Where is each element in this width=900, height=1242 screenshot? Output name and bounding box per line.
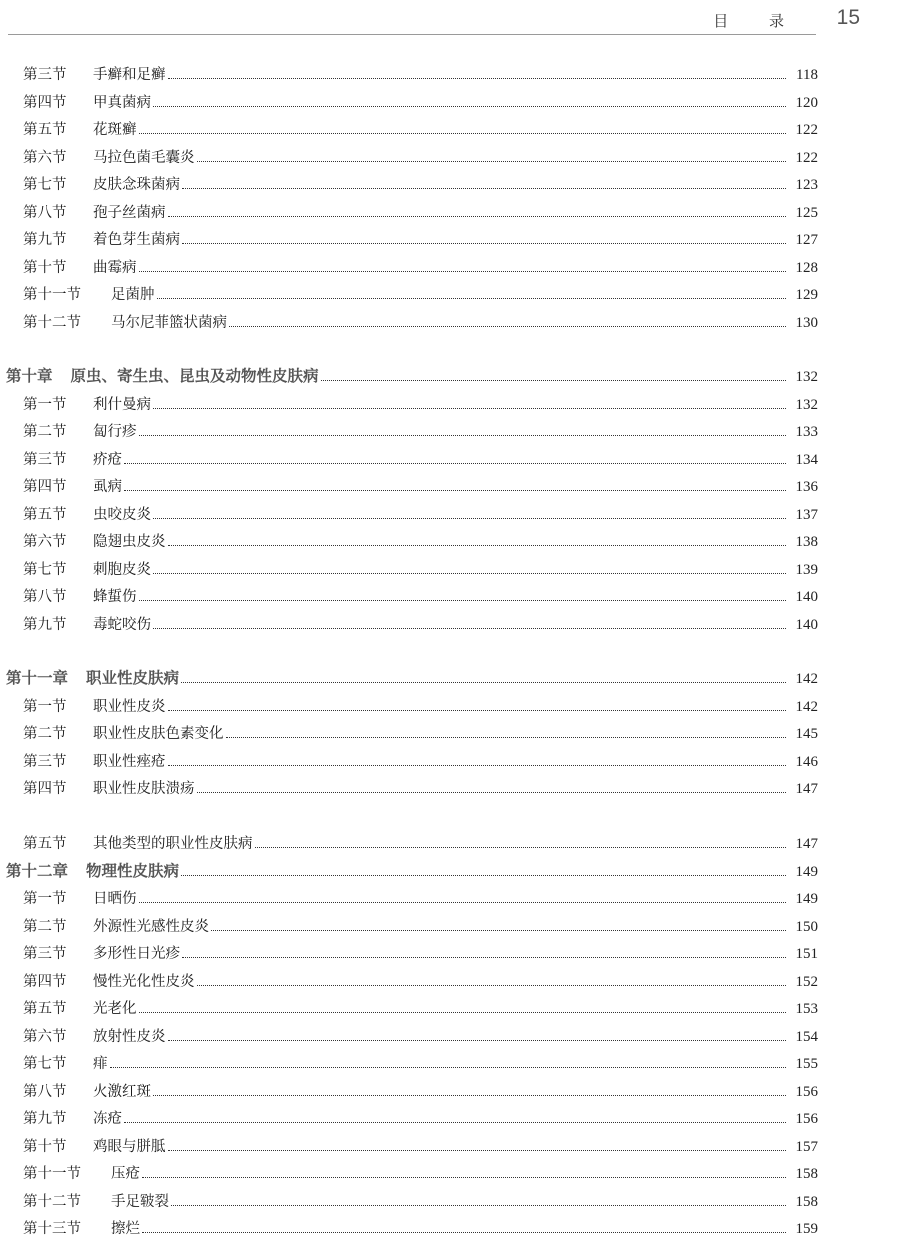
toc-entry-page: 158 [795,1194,818,1210]
dot-leader [139,270,787,272]
toc-entry-page: 128 [795,259,818,276]
toc-entry-title: 马尔尼菲篮状菌病 [111,314,227,331]
toc-entry-number: 第七节 [23,562,67,578]
toc-entry-title: 隐翅虫皮炎 [93,534,166,550]
dot-leader [182,187,786,189]
toc-entry-title: 蜂蜇伤 [93,589,137,605]
toc-entry-number: 第四节 [23,94,67,111]
toc-section-row[interactable] [0,280,818,304]
toc-entry-title: 多形性日光疹 [93,946,180,962]
dot-leader [168,1149,787,1151]
toc-section-row[interactable] [0,610,818,634]
dot-leader [139,599,787,601]
dot-leader [226,736,787,738]
toc-entry-page: 125 [795,204,818,221]
dot-leader [153,1094,786,1096]
toc-entry-title: 孢子丝菌病 [93,204,166,221]
toc-entry-page: 145 [795,726,818,742]
dot-leader [153,572,786,574]
toc-entry-page: 149 [795,891,818,907]
toc-section-row[interactable] [0,582,818,606]
toc-entry-title: 着色芽生菌病 [93,232,180,248]
dot-leader [142,1176,786,1178]
toc-section-row[interactable] [0,445,818,469]
toc-entry-page: 132 [795,397,818,413]
toc-section-row[interactable] [0,1022,818,1046]
toc-entry-page: 133 [795,424,818,440]
toc-entry-page: 149 [795,864,818,880]
toc-entry-title: 手足皲裂 [111,1194,169,1210]
dot-leader [124,1121,786,1123]
toc-entry-number: 第二节 [23,726,67,742]
toc-entry-page: 153 [795,1001,818,1017]
toc-entry-number: 第二节 [23,919,67,935]
toc-section-row[interactable] [0,390,818,414]
toc-entry-number: 第七节 [23,1056,67,1072]
dot-leader [197,160,787,162]
toc-section-row[interactable] [0,1077,818,1101]
dot-leader [124,489,786,491]
dot-leader [171,1204,786,1206]
dot-leader [168,215,787,217]
toc-entry-page: 130 [795,314,818,331]
toc-entry-number: 第七节 [23,177,67,193]
dot-leader [182,956,786,958]
toc-entry-number: 第十章 [6,367,53,385]
toc-entry-number: 第十节 [23,1139,67,1155]
dot-leader [168,709,787,711]
page-header [0,0,900,36]
toc-section-row[interactable] [0,115,818,139]
toc-entry-title: 日晒伤 [93,891,137,907]
toc-entry-number: 第十二节 [23,314,81,331]
toc-section-row[interactable] [0,417,818,441]
toc-section-row[interactable] [0,500,818,524]
toc-section-row[interactable] [0,994,818,1018]
toc-entry-page: 122 [795,122,818,138]
toc-entry-number: 第三节 [23,452,67,468]
toc-entry-title: 足菌肿 [111,287,155,303]
dot-leader [168,1039,787,1041]
toc-entry-title: 放射性皮炎 [93,1029,166,1045]
dot-leader [197,791,787,793]
toc-entry-number: 第五节 [23,836,67,852]
toc-section-row[interactable] [0,692,818,716]
toc-entry-number: 第八节 [23,204,67,221]
toc-entry-number: 第一节 [23,397,67,413]
toc-section-row[interactable] [0,912,818,936]
toc-entry-page: 150 [795,919,818,935]
dot-leader [139,132,787,134]
dot-leader [168,77,787,79]
dot-leader [110,1066,787,1068]
toc-entry-page: 142 [795,699,818,715]
toc-entry-title: 物理性皮肤病 [86,862,180,880]
toc-entry-title: 职业性皮肤色素变化 [93,726,224,742]
dot-leader [153,105,786,107]
toc-entry-number: 第十一节 [23,287,81,303]
toc-entry-number: 第八节 [23,1084,67,1100]
toc-section-row[interactable] [0,719,818,743]
toc-entry-title: 鸡眼与胼胝 [93,1139,166,1155]
toc-section-row[interactable] [0,555,818,579]
toc-entry-number: 第六节 [23,149,67,166]
toc-entry-number: 第五节 [23,507,67,523]
toc-section-row[interactable] [0,774,818,798]
toc-entry-page: 157 [795,1139,818,1155]
toc-entry-page: 147 [795,781,818,797]
toc-entry-title: 职业性痤疮 [93,754,166,770]
toc-section-row[interactable] [0,225,818,249]
toc-section-row[interactable] [0,1214,818,1238]
toc-entry-page: 155 [795,1056,818,1072]
toc-entry-page: 151 [795,946,818,962]
toc-section-row[interactable] [0,829,818,853]
toc-entry-page: 156 [795,1084,818,1100]
dot-leader [153,407,786,409]
toc-entry-number: 第四节 [23,974,67,990]
toc-entry-title: 其他类型的职业性皮肤病 [93,836,253,852]
dot-leader [139,1011,787,1013]
dot-leader [181,681,786,683]
toc-entry-title: 花斑癣 [93,122,137,138]
toc-section-row[interactable] [0,967,818,991]
toc-section-row[interactable] [0,747,818,771]
toc-entry-title: 刺胞皮炎 [93,562,151,578]
toc-entry-title: 职业性皮肤溃疡 [93,781,195,797]
toc-entry-number: 第一节 [23,891,67,907]
toc-entry-title: 手癣和足癣 [93,67,166,83]
toc-entry-number: 第六节 [23,534,67,550]
toc-entry-page: 123 [795,177,818,193]
toc-entry-page: 140 [795,589,818,605]
toc-entry-page: 154 [795,1029,818,1045]
dot-leader [124,462,786,464]
toc-section-row[interactable] [0,253,818,277]
dot-leader [153,517,786,519]
toc-section-row[interactable] [0,88,818,112]
toc-section-row[interactable] [0,143,818,167]
dot-leader [211,929,786,931]
toc-entry-number: 第十三节 [23,1221,81,1237]
toc-entry-title: 虫咬皮炎 [93,507,151,523]
toc-entry-title: 毒蛇咬伤 [93,617,151,633]
toc-entry-number: 第十一章 [6,669,69,687]
toc-entry-page: 120 [795,94,818,111]
toc-entry-page: 152 [795,974,818,990]
toc-entry-number: 第三节 [23,946,67,962]
toc-section-row[interactable] [0,1187,818,1211]
toc-entry-title: 擦烂 [111,1221,140,1237]
toc-entry-number: 第四节 [23,781,67,797]
toc-section-row[interactable] [0,527,818,551]
toc-entry-number: 第五节 [23,1001,67,1017]
toc-entry-title: 冻疮 [93,1111,122,1127]
toc-chapter-row[interactable] [0,362,818,386]
dot-leader [153,627,786,629]
dot-leader [168,764,787,766]
dot-leader [321,379,786,381]
toc-section-row[interactable] [0,1159,818,1183]
dot-leader [255,846,787,848]
toc-section-row[interactable] [0,472,818,496]
toc-entry-page: 127 [795,232,818,248]
toc-entry-page: 146 [795,754,818,770]
page-number: 15 [836,6,860,29]
toc-entry-number: 第一节 [23,699,67,715]
toc-entry-title: 职业性皮肤病 [86,669,180,687]
toc-entry-number: 第五节 [23,122,67,138]
toc-entry-number: 第六节 [23,1029,67,1045]
toc-entry-page: 118 [796,67,818,83]
dot-leader [157,297,787,299]
toc-entry-title: 疥疮 [93,452,122,468]
toc-entry-number: 第二节 [23,424,67,440]
toc-entry-title: 压疮 [111,1166,140,1182]
dot-leader [197,984,787,986]
toc-entry-title: 原虫、寄生虫、昆虫及动物性皮肤病 [70,367,319,385]
toc-entry-number: 第十二章 [6,862,69,880]
toc-entry-page: 136 [795,479,818,495]
toc-entry-title: 曲霉病 [93,259,137,276]
toc-entry-title: 利什曼病 [93,397,151,413]
toc-entry-page: 140 [795,617,818,633]
toc-entry-number: 第九节 [23,617,67,633]
toc-entry-number: 第九节 [23,232,67,248]
dot-leader [142,1231,786,1233]
toc-section-row[interactable] [0,1132,818,1156]
toc-section-row[interactable] [0,939,818,963]
toc-entry-page: 132 [795,369,818,385]
toc-entry-page: 158 [795,1166,818,1182]
toc-entry-title: 虱病 [93,479,122,495]
dot-leader [139,901,787,903]
toc-entry-page: 129 [795,287,818,303]
toc-entry-number: 第十一节 [23,1166,81,1182]
toc-section-row[interactable] [0,198,818,222]
toc-entry-number: 第十二节 [23,1194,81,1210]
toc-entry-page: 139 [795,562,818,578]
toc-entry-title: 匐行疹 [93,424,137,440]
toc-section-row[interactable] [0,60,818,84]
toc-entry-title: 慢性光化性皮炎 [93,974,195,990]
toc-entry-title: 火激红斑 [93,1084,151,1100]
toc-entry-number: 第九节 [23,1111,67,1127]
toc-entry-title: 痱 [93,1056,108,1072]
toc-entry-page: 122 [795,149,818,166]
toc-entry-number: 第八节 [23,589,67,605]
header-rule [8,34,816,35]
header-title: 目 录 [713,12,802,30]
toc-section-row[interactable] [0,170,818,194]
toc-entry-number: 第三节 [23,67,67,83]
toc-entry-page: 159 [795,1221,818,1237]
toc-entry-title: 皮肤念珠菌病 [93,177,180,193]
toc-section-row[interactable] [0,884,818,908]
toc-section-row[interactable] [0,308,818,332]
toc-entry-number: 第三节 [23,754,67,770]
toc-entry-number: 第十节 [23,259,67,276]
dot-leader [181,874,786,876]
dot-leader [229,325,786,327]
toc-chapter-row[interactable] [0,664,818,688]
toc-entry-number: 第四节 [23,479,67,495]
toc-entry-title: 马拉色菌毛囊炎 [93,149,195,166]
dot-leader [182,242,786,244]
toc-entry-page: 134 [795,452,818,468]
toc-chapter-row[interactable] [0,857,818,881]
toc-entry-page: 137 [795,507,818,523]
toc-section-row[interactable] [0,1104,818,1128]
toc-entry-page: 147 [795,836,818,852]
toc-entry-title: 光老化 [93,1001,137,1017]
dot-leader [139,434,787,436]
toc-entry-title: 外源性光感性皮炎 [93,919,209,935]
toc-entry-page: 138 [795,534,818,550]
toc-section-row[interactable] [0,1049,818,1073]
toc-entry-page: 156 [795,1111,818,1127]
dot-leader [168,544,787,546]
toc-entry-title: 职业性皮炎 [93,699,166,715]
toc-entry-page: 142 [795,671,818,687]
toc-entry-title: 甲真菌病 [93,94,151,111]
